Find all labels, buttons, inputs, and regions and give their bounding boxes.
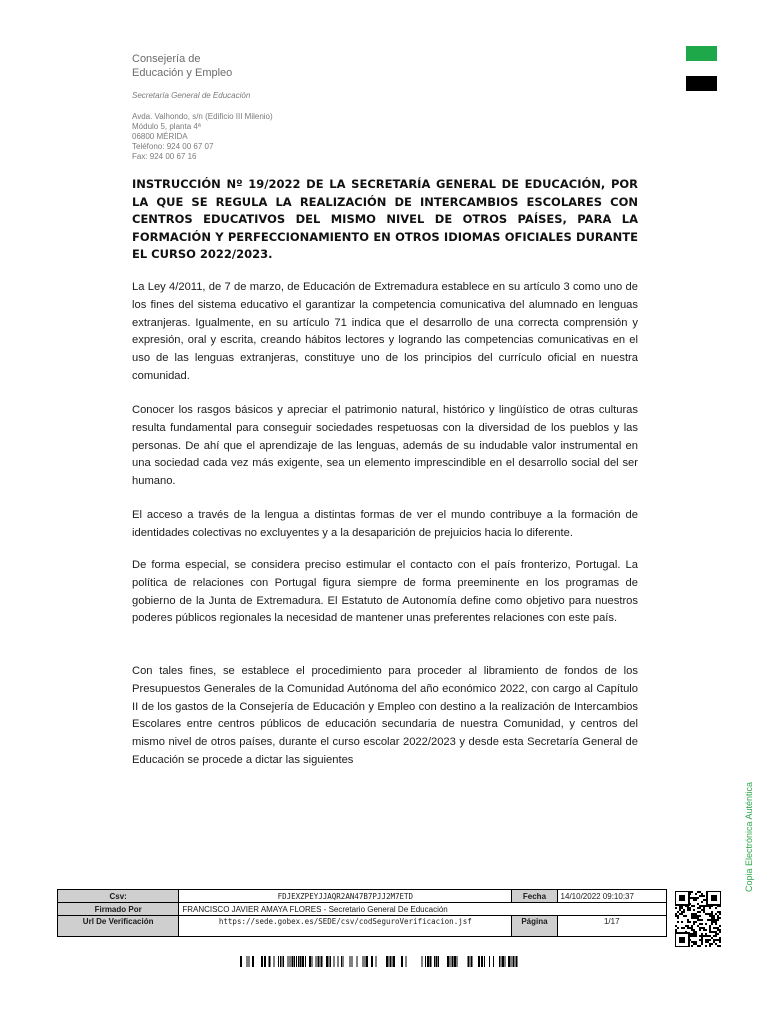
address-line: Módulo 5, planta 4ª: [132, 122, 201, 131]
url-value[interactable]: https://sede.gobex.es/SEDE/csv/codSeguroVerificacion.jsf: [179, 916, 512, 937]
address-line: Avda. Valhondo, s/n (Edificio III Milenio): [132, 112, 273, 121]
body-paragraph: Con tales fines, se establece el procedimiento para proceder al libramiento de fondos de los Presupuestos Generales de la Comunidad Autónoma del año económico 2022, con cargo al Capítulo II de los gastos de la Consejería de Educación y Empleo con destino a la realización de Intercambios Escolares entre centros públicos de educación secundaria de nuestra Comunidad, y centros del mismo nivel de otros países, durante el curso escolar 2022/2023 y desde esta Secretaría General de Educación se procede a dictar las siguientes: [132, 665, 638, 766]
barcode: [240, 956, 520, 967]
verification-table: [57, 889, 667, 937]
verification-row-csv: [58, 890, 667, 903]
secretaria-label: Secretaría General de Educación: [132, 91, 251, 100]
qr-code: [675, 891, 721, 947]
pagina-label: Página: [512, 916, 557, 937]
department-header: [132, 52, 232, 80]
csv-label: Csv:: [58, 890, 179, 903]
department-name-line-1: Consejería de: [132, 53, 201, 65]
address-block: [132, 112, 273, 162]
firmado-label: Firmado Por: [58, 903, 179, 916]
flag-black-stripe: [686, 76, 717, 91]
body-paragraph: Conocer los rasgos básicos y apreciar el patrimonio natural, histórico y lingüístico de otras culturas resulta fundamental para conseguir sociedades respetuosas con la diversidad de los pueblos y las personas. De ahí que el aprendizaje de las lenguas, además de su indudable valor instrumental en una sociedad cada vez más exigente, sea un elemento imprescindible en el desarrollo social del ser humano.: [132, 404, 638, 488]
document-title: [132, 176, 638, 264]
body-paragraph: De forma especial, se considera preciso estimular el contacto con el país fronterizo, Portugal. La política de relaciones con Portugal figura siempre de forma preeminente en los programas de gobierno de la Junta de Extremadura. El Estatuto de Autonomía define como objetivo para nuestros poderes públicos regionales la necesidad de mantener unas preferentes relaciones con este país.: [132, 559, 638, 625]
pagina-value: 1/17: [557, 916, 666, 937]
verification-row-firmado: [58, 903, 667, 916]
verification-row-url: [58, 916, 667, 937]
url-label: Url De Verificación: [58, 916, 179, 937]
address-line: 06800 MÉRIDA: [132, 132, 188, 141]
department-name-line-2: Educación y Empleo: [132, 67, 233, 79]
fecha-value: 14/10/2022 09:10:37: [557, 890, 666, 903]
flag-green-stripe: [686, 46, 717, 61]
address-line: Fax: 924 00 67 16: [132, 152, 197, 161]
address-line: Teléfono: 924 00 67 07: [132, 142, 214, 151]
authentic-copy-stamp: Copia Electrónica Auténtica: [744, 781, 754, 892]
csv-value: FDJEXZPEYJJAQR2AN47B7PJJ2M7ETD: [179, 890, 512, 903]
document-title-text: INSTRUCCIÓN Nº 19/2022 DE LA SECRETARÍA GENERAL DE EDUCACIÓN, POR LA QUE SE REGULA LA REALIZACIÓN DE INTERCAMBIOS ESCOLARES CON CENTROS EDUCATIVOS DEL MISMO NIVEL DE OTROS PAÍSES, PARA LA FORMACIÓN Y PERFECCIONAMIENTO EN OTROS IDIOMAS OFICIALES DURANTE EL CURSO 2022/2023.: [132, 177, 638, 261]
body-paragraph: El acceso a través de la lengua a distintas formas de ver el mundo contribuye a la formación de identidades colectivas no excluyentes y a la desaparición de prejuicios hacia lo diferente.: [132, 509, 638, 539]
firmado-value: FRANCISCO JAVIER AMAYA FLORES - Secretario General De Educación: [179, 903, 667, 916]
fecha-label: Fecha: [512, 890, 557, 903]
body-paragraph: La Ley 4/2011, de 7 de marzo, de Educación de Extremadura establece en su artículo 3 como uno de los fines del sistema educativo el garantizar la competencia comunicativa del alumnado en lenguas extranjeras. Igualmente, en su artículo 71 indica que el desarrollo de una correcta comprensión y expresión, oral y escrita, creando hábitos lectores y logrando las competencias comunicativas en el uso de las lenguas extranjeras, constituye uno de los principios del currículo oficial en nuestra comunidad.: [132, 281, 638, 382]
